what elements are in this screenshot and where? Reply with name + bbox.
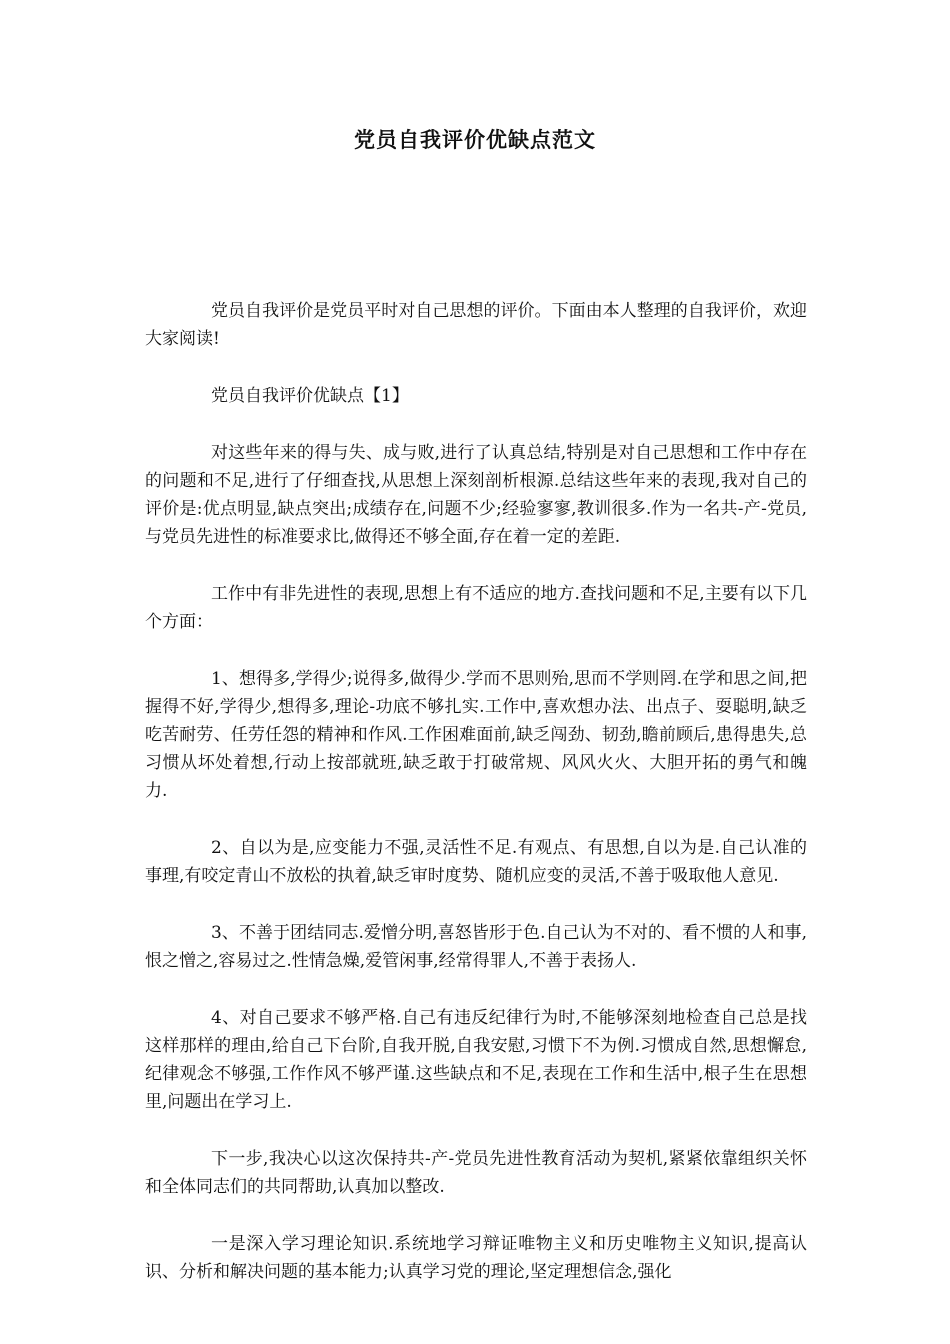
list-item-paragraph: 3、不善于团结同志.爱憎分明,喜怒皆形于色.自己认为不对的、看不惯的人和事,恨之憎之,容易过之.性情急燥,爱管闲事,经常得罪人,不善于表扬人. — [145, 923, 807, 971]
intro-paragraph: 党员自我评价是党员平时对自己思想的评价。下面由本人整理的自我评价，欢迎大家阅读! — [145, 301, 807, 349]
body-paragraph: 工作中有非先进性的表现,思想上有不适应的地方.查找问题和不足,主要有以下几个方面： — [145, 584, 807, 632]
section-heading: 党员自我评价优缺点【1】 — [211, 386, 409, 406]
document-body — [145, 297, 807, 1315]
list-item-paragraph: 2、自以为是,应变能力不强,灵活性不足.有观点、有思想,自以为是.自己认准的事理,有咬定青山不放松的执着,缺乏审时度势、随机应变的灵活,不善于吸取他人意见. — [145, 838, 807, 886]
document-title: 党员自我评价优缺点范文 — [354, 127, 596, 152]
body-paragraph: 一是深入学习理论知识.系统地学习辩证唯物主义和历史唯物主义知识,提高认识、分析和解决问题的基本能力;认真学习党的理论,坚定理想信念,强化 — [145, 1234, 807, 1282]
body-paragraph: 对这些年来的得与失、成与败,进行了认真总结,特别是对自己思想和工作中存在的问题和不足,进行了仔细查找,从思想上深刻剖析根源.总结这些年来的表现,我对自己的评价是:优点明显,缺点突出;成绩存在,问题不少;经验寥寥,教训很多.作为一名共-产-党员,与党员先进性的标准要求比,做得还不够全面,存在着一定的差距. — [145, 443, 807, 547]
body-paragraph: 下一步,我决心以这次保持共-产-党员先进性教育活动为契机,紧紧依靠组织关怀和全体同志们的共同帮助,认真加以整改. — [145, 1149, 807, 1197]
list-item-paragraph: 4、对自己要求不够严格.自己有违反纪律行为时,不能够深刻地检查自己总是找这样那样的理由,给自己下台阶,自我开脱,自我安慰,习惯下不为例.习惯成自然,思想懈怠,纪律观念不够强,工作作风不够严谨.这些缺点和不足,表现在工作和生活中,根子生在思想里,问题出在学习上. — [145, 1008, 807, 1112]
list-item-paragraph: 1、想得多,学得少;说得多,做得少.学而不思则殆,思而不学则罔.在学和思之间,把握得不好,学得少,想得多,理论-功底不够扎实.工作中,喜欢想办法、出点子、耍聪明,缺乏吃苦耐劳、任劳任怨的精神和作风.工作困难面前,缺乏闯劲、韧劲,瞻前顾后,患得患失,总习惯从坏处着想,行动上按部就班,缺乏敢于打破常规、风风火火、大胆开拓的勇气和魄力. — [145, 669, 807, 801]
